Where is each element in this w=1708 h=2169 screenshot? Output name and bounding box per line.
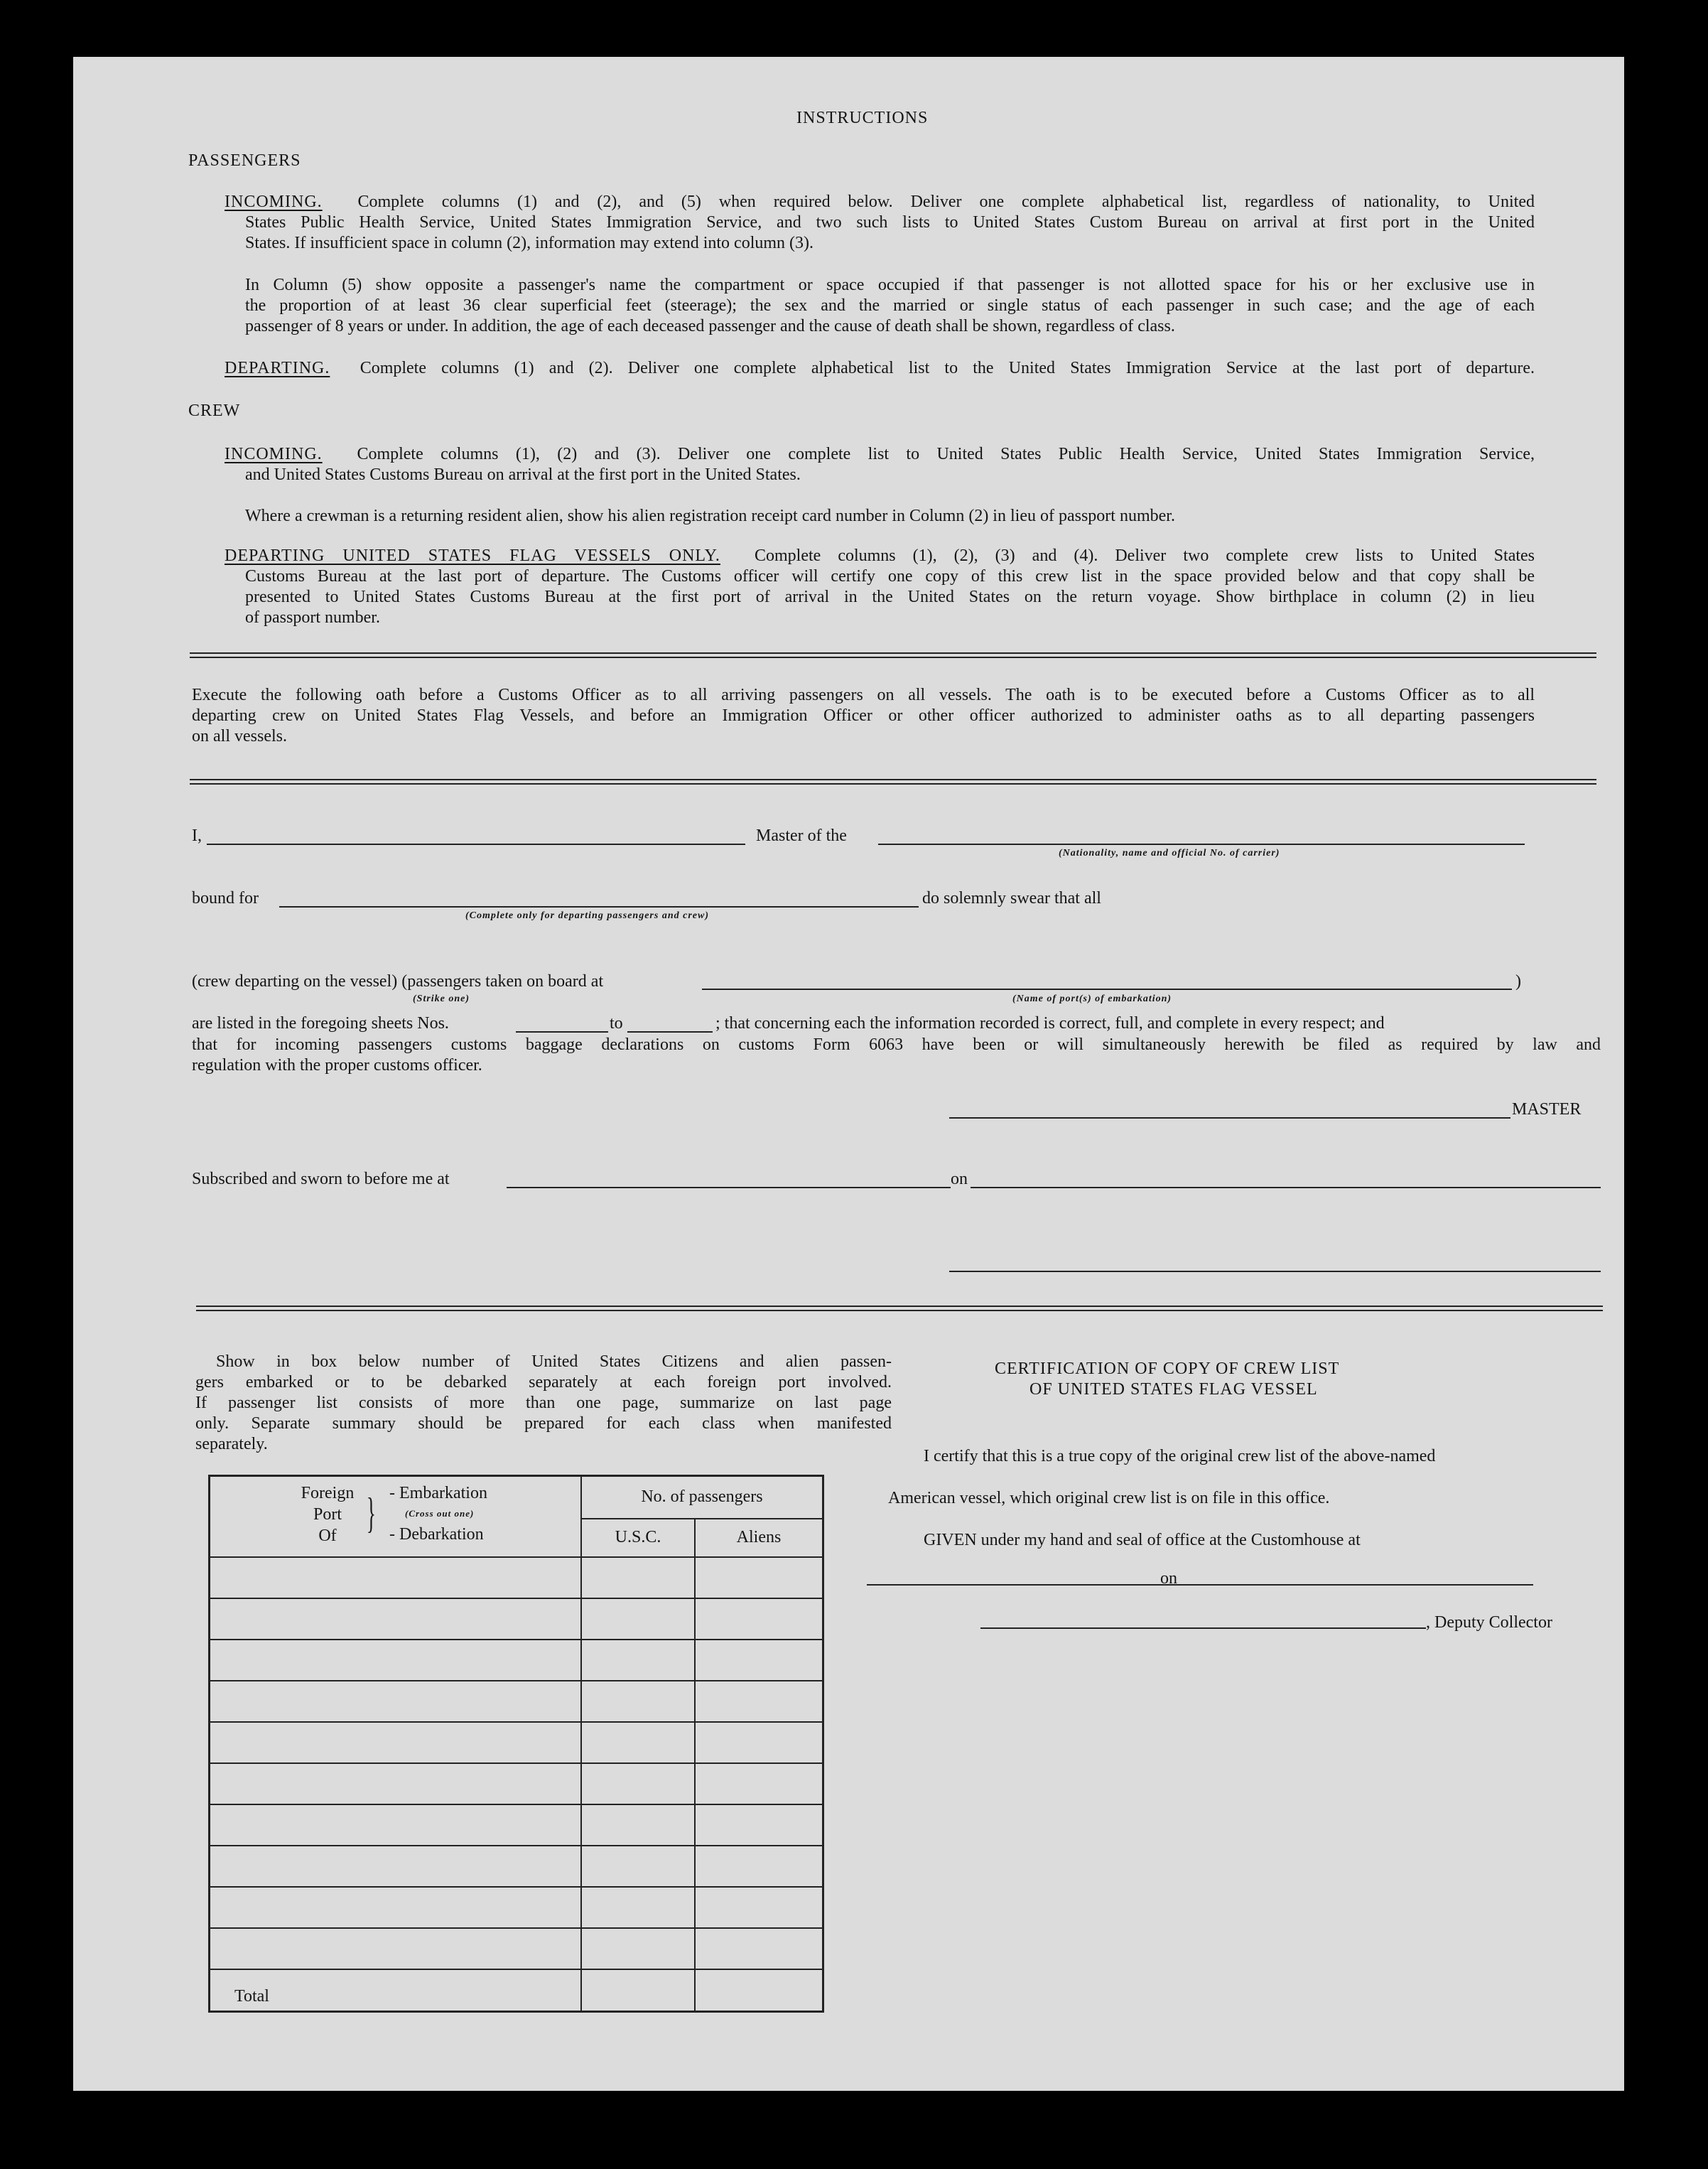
usc-cell[interactable] xyxy=(581,1722,695,1763)
deputy-collector-label: , Deputy Collector xyxy=(1426,1613,1552,1632)
cross-out-caption: (Cross out one) xyxy=(405,1508,475,1519)
port-cell[interactable] xyxy=(210,1722,582,1763)
port-cell[interactable] xyxy=(210,1887,582,1928)
usc-cell[interactable] xyxy=(581,1804,695,1846)
usc-cell[interactable] xyxy=(581,1640,695,1681)
passengers-incoming-line-1: Complete columns (1) and (2), and (5) when required below. Deliver one complete alphabetical list, regardless of nationality, to United xyxy=(357,193,1535,211)
carrier-field[interactable] xyxy=(878,844,1525,845)
passengers-departing-paragraph xyxy=(225,358,1535,379)
port-cell[interactable] xyxy=(210,1598,582,1640)
port-header-cell xyxy=(210,1476,582,1557)
page-title: INSTRUCTIONS xyxy=(796,109,929,127)
column5-line-3: passenger of 8 years or under. In addition, the age of each deceased passenger and the cause of death shall be shown, regardless of class. xyxy=(245,317,1175,335)
master-name-field[interactable] xyxy=(207,844,745,845)
certify-line-3: GIVEN under my hand and seal of office at the Customhouse at xyxy=(924,1531,1361,1549)
table-row xyxy=(210,1722,823,1763)
passengers-incoming-line-3: States. If insufficient space in column (2), information may extend into column (3). xyxy=(245,234,814,252)
master-signature-field[interactable] xyxy=(949,1117,1510,1119)
master-label: MASTER xyxy=(1512,1100,1582,1119)
total-usc-cell[interactable] xyxy=(581,1969,695,2012)
passengers-incoming-label: INCOMING. xyxy=(225,193,323,211)
aliens-header: Aliens xyxy=(695,1519,823,1557)
usc-header: U.S.C. xyxy=(581,1519,695,1557)
listed-text-a: are listed in the foregoing sheets Nos. xyxy=(192,1014,449,1033)
oath-intro-line-1: Execute the following oath before a Customs Officer as to all arriving passengers on all vessels. The oath is to be executed before a Customs Officer as to all xyxy=(192,686,1535,704)
to-label: to xyxy=(610,1014,623,1033)
crew-incoming-line-1: Complete columns (1), (2) and (3). Deliver one complete list to United States Public Health Service, United States Immigration Service, xyxy=(357,445,1535,463)
returning-resident-text: Where a crewman is a returning resident alien, show his alien registration receipt card number in Column (2) in lieu of passport number. xyxy=(245,507,1175,525)
port-cell[interactable] xyxy=(210,1846,582,1887)
total-row xyxy=(210,1969,823,2012)
embarkation-label: - Embarkation xyxy=(389,1484,487,1502)
flag-vessels-line-1: Complete columns (1), (2), (3) and (4). Deliver two complete crew lists to United States xyxy=(754,547,1535,565)
swear-text: do solemnly swear that all xyxy=(922,889,1101,908)
bound-for-label: bound for xyxy=(192,889,259,908)
summary-line-4: only. Separate summary should be prepared for each class when manifested xyxy=(195,1414,892,1433)
port-cell[interactable] xyxy=(210,1804,582,1846)
passengers-incoming-paragraph xyxy=(225,192,1535,254)
officer-signature-field[interactable] xyxy=(949,1271,1601,1272)
usc-cell[interactable] xyxy=(581,1763,695,1804)
aliens-cell[interactable] xyxy=(695,1557,823,1598)
port-cell[interactable] xyxy=(210,1557,582,1598)
table-row xyxy=(210,1557,823,1598)
aliens-cell[interactable] xyxy=(695,1846,823,1887)
summary-line-1: Show in box below number of United States Citizens and alien passen- xyxy=(216,1352,892,1371)
oath-intro-line-2: departing crew on United States Flag Vessels, and before an Immigration Officer or other officer authorized to administer oaths as to all departing passengers xyxy=(192,706,1535,725)
flag-vessels-line-3: presented to United States Customs Bureau at the first port of arrival in the United States on the return voyage. Show birthplace in column (2) in lieu xyxy=(245,588,1535,606)
usc-cell[interactable] xyxy=(581,1928,695,1969)
master-of-the-label: Master of the xyxy=(756,827,847,845)
usc-cell[interactable] xyxy=(581,1887,695,1928)
listed-text-b: ; that concerning each the information recorded is correct, full, and complete in every respect; and xyxy=(715,1014,1385,1033)
subscribed-on-label: on xyxy=(951,1170,968,1188)
column5-line-1: In Column (5) show opposite a passenger's name the compartment or space occupied if that passenger is not allotted space for his or her exclusive use in xyxy=(245,276,1535,294)
crew-incoming-label: INCOMING. xyxy=(225,445,323,463)
table-row xyxy=(210,1640,823,1681)
table-row xyxy=(210,1928,823,1969)
crew-passengers-text: (crew departing on the vessel) (passengers taken on board at xyxy=(192,972,604,991)
usc-cell[interactable] xyxy=(581,1846,695,1887)
table-row xyxy=(210,1804,823,1846)
certification-title-line-1: CERTIFICATION OF COPY OF CREW LIST xyxy=(995,1360,1340,1378)
certify-on-label: on xyxy=(1160,1569,1177,1588)
subscribed-on-field[interactable] xyxy=(971,1187,1601,1188)
aliens-cell[interactable] xyxy=(695,1681,823,1722)
column5-line-2: the proportion of at least 36 clear superficial feet (steerage); the sex and the married or single status of each passenger in such case; and the age of each xyxy=(245,296,1535,315)
carrier-caption: (Nationality, name and official No. of carrier) xyxy=(1059,848,1280,859)
summary-line-2: gers embarked or to be debarked separately at each foreign port involved. xyxy=(195,1373,892,1392)
summary-line-3: If passenger list consists of more than one page, summarize on last page xyxy=(195,1394,892,1412)
bound-for-field[interactable] xyxy=(279,906,919,908)
form-sheet xyxy=(73,57,1624,2091)
ports-of-embarkation-field[interactable] xyxy=(702,989,1512,990)
usc-cell[interactable] xyxy=(581,1681,695,1722)
of-label: Of xyxy=(318,1527,337,1545)
sheet-to-field[interactable] xyxy=(627,1031,713,1033)
subscribed-label: Subscribed and sworn to before me at xyxy=(192,1170,450,1188)
oath-line-3: regulation with the proper customs officer. xyxy=(192,1056,482,1075)
section-divider-1 xyxy=(190,652,1596,658)
aliens-cell[interactable] xyxy=(695,1887,823,1928)
certify-line-1: I certify that this is a true copy of the original crew list of the above-named xyxy=(924,1447,1436,1465)
sheet-from-field[interactable] xyxy=(516,1031,608,1033)
port-cell[interactable] xyxy=(210,1681,582,1722)
flag-vessels-paragraph xyxy=(225,546,1535,628)
flag-vessels-line-2: Customs Bureau at the last port of departure. The Customs officer will certify one copy of this crew list in the space provided below and that copy shall be xyxy=(245,567,1535,586)
total-label: Total xyxy=(210,1969,582,2012)
aliens-cell[interactable] xyxy=(695,1804,823,1846)
bound-for-caption: (Complete only for departing passengers and crew) xyxy=(465,910,709,921)
aliens-cell[interactable] xyxy=(695,1640,823,1681)
subscribed-at-field[interactable] xyxy=(507,1187,951,1188)
flag-vessels-line-4: of passport number. xyxy=(245,608,380,627)
summary-paragraph xyxy=(195,1352,892,1455)
crew-heading: CREW xyxy=(188,402,241,420)
aliens-cell[interactable] xyxy=(695,1722,823,1763)
strike-one-caption: (Strike one) xyxy=(413,994,470,1004)
flag-vessels-label: DEPARTING UNITED STATES FLAG VESSELS ONLY. xyxy=(225,547,720,565)
aliens-cell[interactable] xyxy=(695,1928,823,1969)
total-aliens-cell[interactable] xyxy=(695,1969,823,2012)
deputy-collector-signature-field[interactable] xyxy=(980,1627,1426,1629)
customhouse-field[interactable] xyxy=(867,1584,1190,1586)
certify-line-2: American vessel, which original crew list is on file in this office. xyxy=(888,1489,1330,1507)
passengers-incoming-line-2: States Public Health Service, United States Immigration Service, and two such lists to United States Custom Bureau on arrival at first port in the United xyxy=(245,213,1535,232)
debarkation-label: - Debarkation xyxy=(389,1525,484,1544)
passengers-departing-label: DEPARTING. xyxy=(225,359,330,377)
passengers-heading: PASSENGERS xyxy=(188,151,301,170)
ports-caption: (Name of port(s) of embarkation) xyxy=(1012,994,1172,1004)
oath-i-label: I, xyxy=(192,827,202,845)
oath-intro-paragraph xyxy=(192,685,1535,747)
foreign-label: Foreign xyxy=(301,1484,355,1502)
column5-paragraph xyxy=(245,275,1535,337)
oath-paragraph xyxy=(192,1035,1601,1076)
port-label: Port xyxy=(313,1505,342,1524)
table-row xyxy=(210,1846,823,1887)
table-row xyxy=(210,1887,823,1928)
passenger-summary-table xyxy=(208,1475,824,2013)
usc-cell[interactable] xyxy=(581,1598,695,1640)
section-divider-2 xyxy=(190,779,1596,785)
crew-incoming-paragraph xyxy=(225,444,1535,485)
section-divider-3 xyxy=(196,1306,1603,1311)
oath-intro-line-3: on all vessels. xyxy=(192,727,287,746)
port-cell[interactable] xyxy=(210,1640,582,1681)
aliens-cell[interactable] xyxy=(695,1763,823,1804)
port-cell[interactable] xyxy=(210,1928,582,1969)
table-row xyxy=(210,1598,823,1640)
brace-icon: } xyxy=(366,1490,376,1536)
summary-line-5: separately. xyxy=(195,1435,268,1453)
passengers-departing-text: Complete columns (1) and (2). Deliver one complete alphabetical list to the United States Immigration Service at the last port of departure. xyxy=(360,359,1535,377)
oath-line-2: that for incoming passengers customs baggage declarations on customs Form 6063 have been or will simultaneously herewith be filed as required by law and xyxy=(192,1035,1601,1054)
no-of-passengers-header: No. of passengers xyxy=(581,1476,823,1519)
table-row xyxy=(210,1763,823,1804)
port-cell[interactable] xyxy=(210,1763,582,1804)
crew-incoming-line-2: and United States Customs Bureau on arrival at the first port in the United States. xyxy=(245,465,801,484)
certify-date-field[interactable] xyxy=(1182,1584,1533,1586)
certification-title-line-2: OF UNITED STATES FLAG VESSEL xyxy=(1029,1380,1318,1399)
aliens-cell[interactable] xyxy=(695,1598,823,1640)
table-row xyxy=(210,1681,823,1722)
usc-cell[interactable] xyxy=(581,1557,695,1598)
close-paren: ) xyxy=(1515,972,1521,991)
